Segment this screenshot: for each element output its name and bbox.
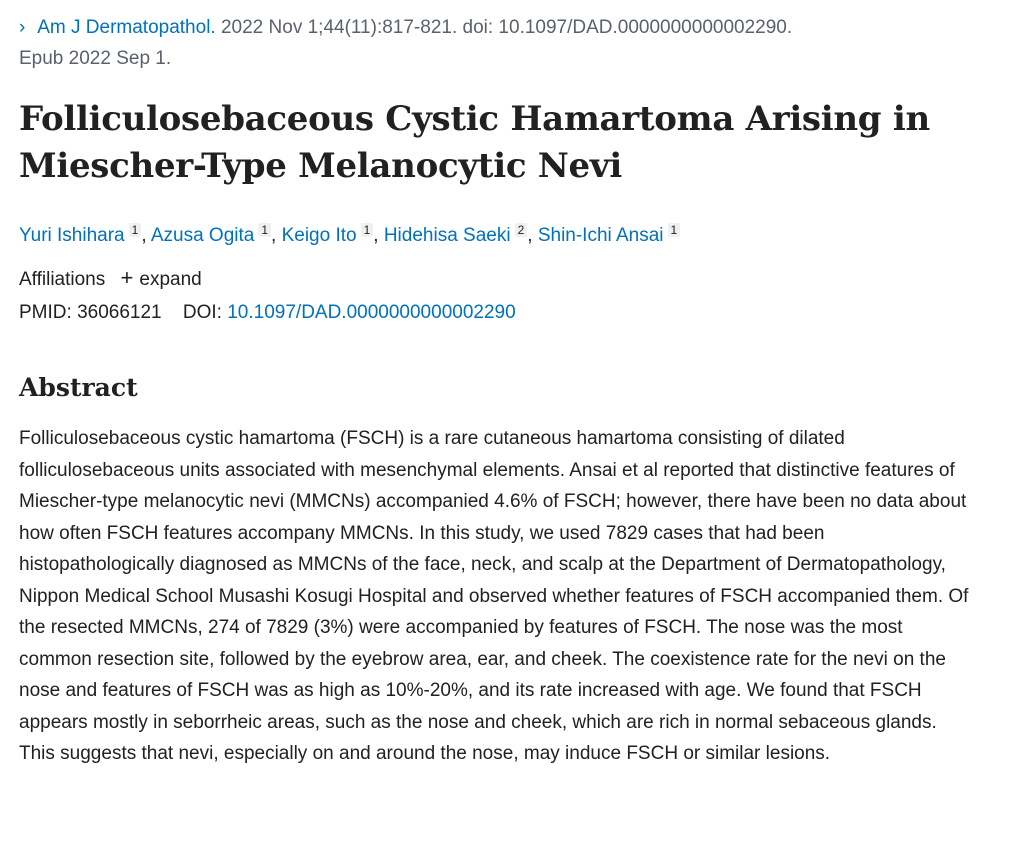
author-link[interactable]: Azusa Ogita — [150, 225, 255, 246]
citation — [19, 12, 1009, 74]
abstract-text: Folliculosebaceous cystic hamartoma (FSCH) is a rare cutaneous hamartoma consisting of dilated folliculosebaceous units associated with mesenchymal elements. Ansai et al reported that distinctive features of Miescher-type melanocytic nevi (MMCNs) accompanied 4.6% of FSCH; however, there have been no data about how often FSCH features accompany MMCNs. In this study, we used 7829 cases that had been histopathologically diagnosed as MMCNs of the face, neck, and scalp at the Department of Dermatopathology, Nippon Medical School Musashi Kosugi Hospital and observed whether features of FSCH accompanied them. Of the resected MMCNs, 274 of 7829 (3%) were accompanied by features of FSCH. The nose was the most common resection site, followed by the eyebrow area, ear, and cheek. The coexistence rate for the nevi on the nose and features of FSCH was as high as 10%-20%, and its rate increased with age. We found that FSCH appears mostly in seborrheic areas, such as the nose and cheek, which are rich in normal sebaceous glands. This suggests that nevi, especially on and around the nose, may induce FSCH or similar lesions. — [19, 428, 969, 764]
affiliation-ref[interactable]: 1 — [361, 223, 374, 237]
chevron-right-icon[interactable]: › — [19, 17, 26, 38]
identifiers-row — [19, 298, 516, 328]
affiliation-ref[interactable]: 1 — [129, 223, 142, 237]
abstract-heading: Abstract — [19, 373, 138, 402]
doi-link[interactable]: 10.1097/DAD.0000000000002290 — [227, 302, 516, 323]
author-link[interactable]: Hidehisa Saeki — [383, 225, 511, 246]
affiliation-ref[interactable]: 1 — [258, 223, 271, 237]
author-link[interactable]: Yuri Ishihara — [19, 225, 125, 246]
plus-icon: + — [120, 265, 134, 290]
affiliations-row — [19, 263, 202, 295]
expand-label: expand — [139, 269, 202, 290]
epub-date: Epub 2022 Sep 1. — [19, 48, 172, 69]
authors-list: Yuri Ishihara $^1$ , Azusa Ogita $^1$ , Keigo Ito $^1$ , Hidehisa Saeki $^2$ , Shin-Ichi Ansai $^1$ — [19, 215, 680, 251]
author-link[interactable]: Shin-Ichi Ansai — [537, 225, 664, 246]
affiliation-ref[interactable]: 2 — [515, 223, 528, 237]
citation-details: 2022 Nov 1;44(11):817-821. doi: 10.1097/DAD.0000000000002290. — [220, 17, 793, 38]
expand-affiliations-button[interactable] — [120, 265, 202, 290]
pmid-label: PMID: — [19, 302, 72, 323]
author-link[interactable]: Keigo Ito — [281, 225, 357, 246]
pmid-value: 36066121 — [77, 302, 162, 323]
affiliation-ref[interactable]: 1 — [668, 223, 681, 237]
affiliations-label: Affiliations — [19, 269, 106, 290]
article-title: Folliculosebaceous Cystic Hamartoma Arising in Miescher-Type Melanocytic Nevi — [19, 99, 930, 186]
doi-label: DOI: — [182, 302, 222, 323]
journal-link[interactable]: Am J Dermatopathol. — [37, 17, 216, 38]
